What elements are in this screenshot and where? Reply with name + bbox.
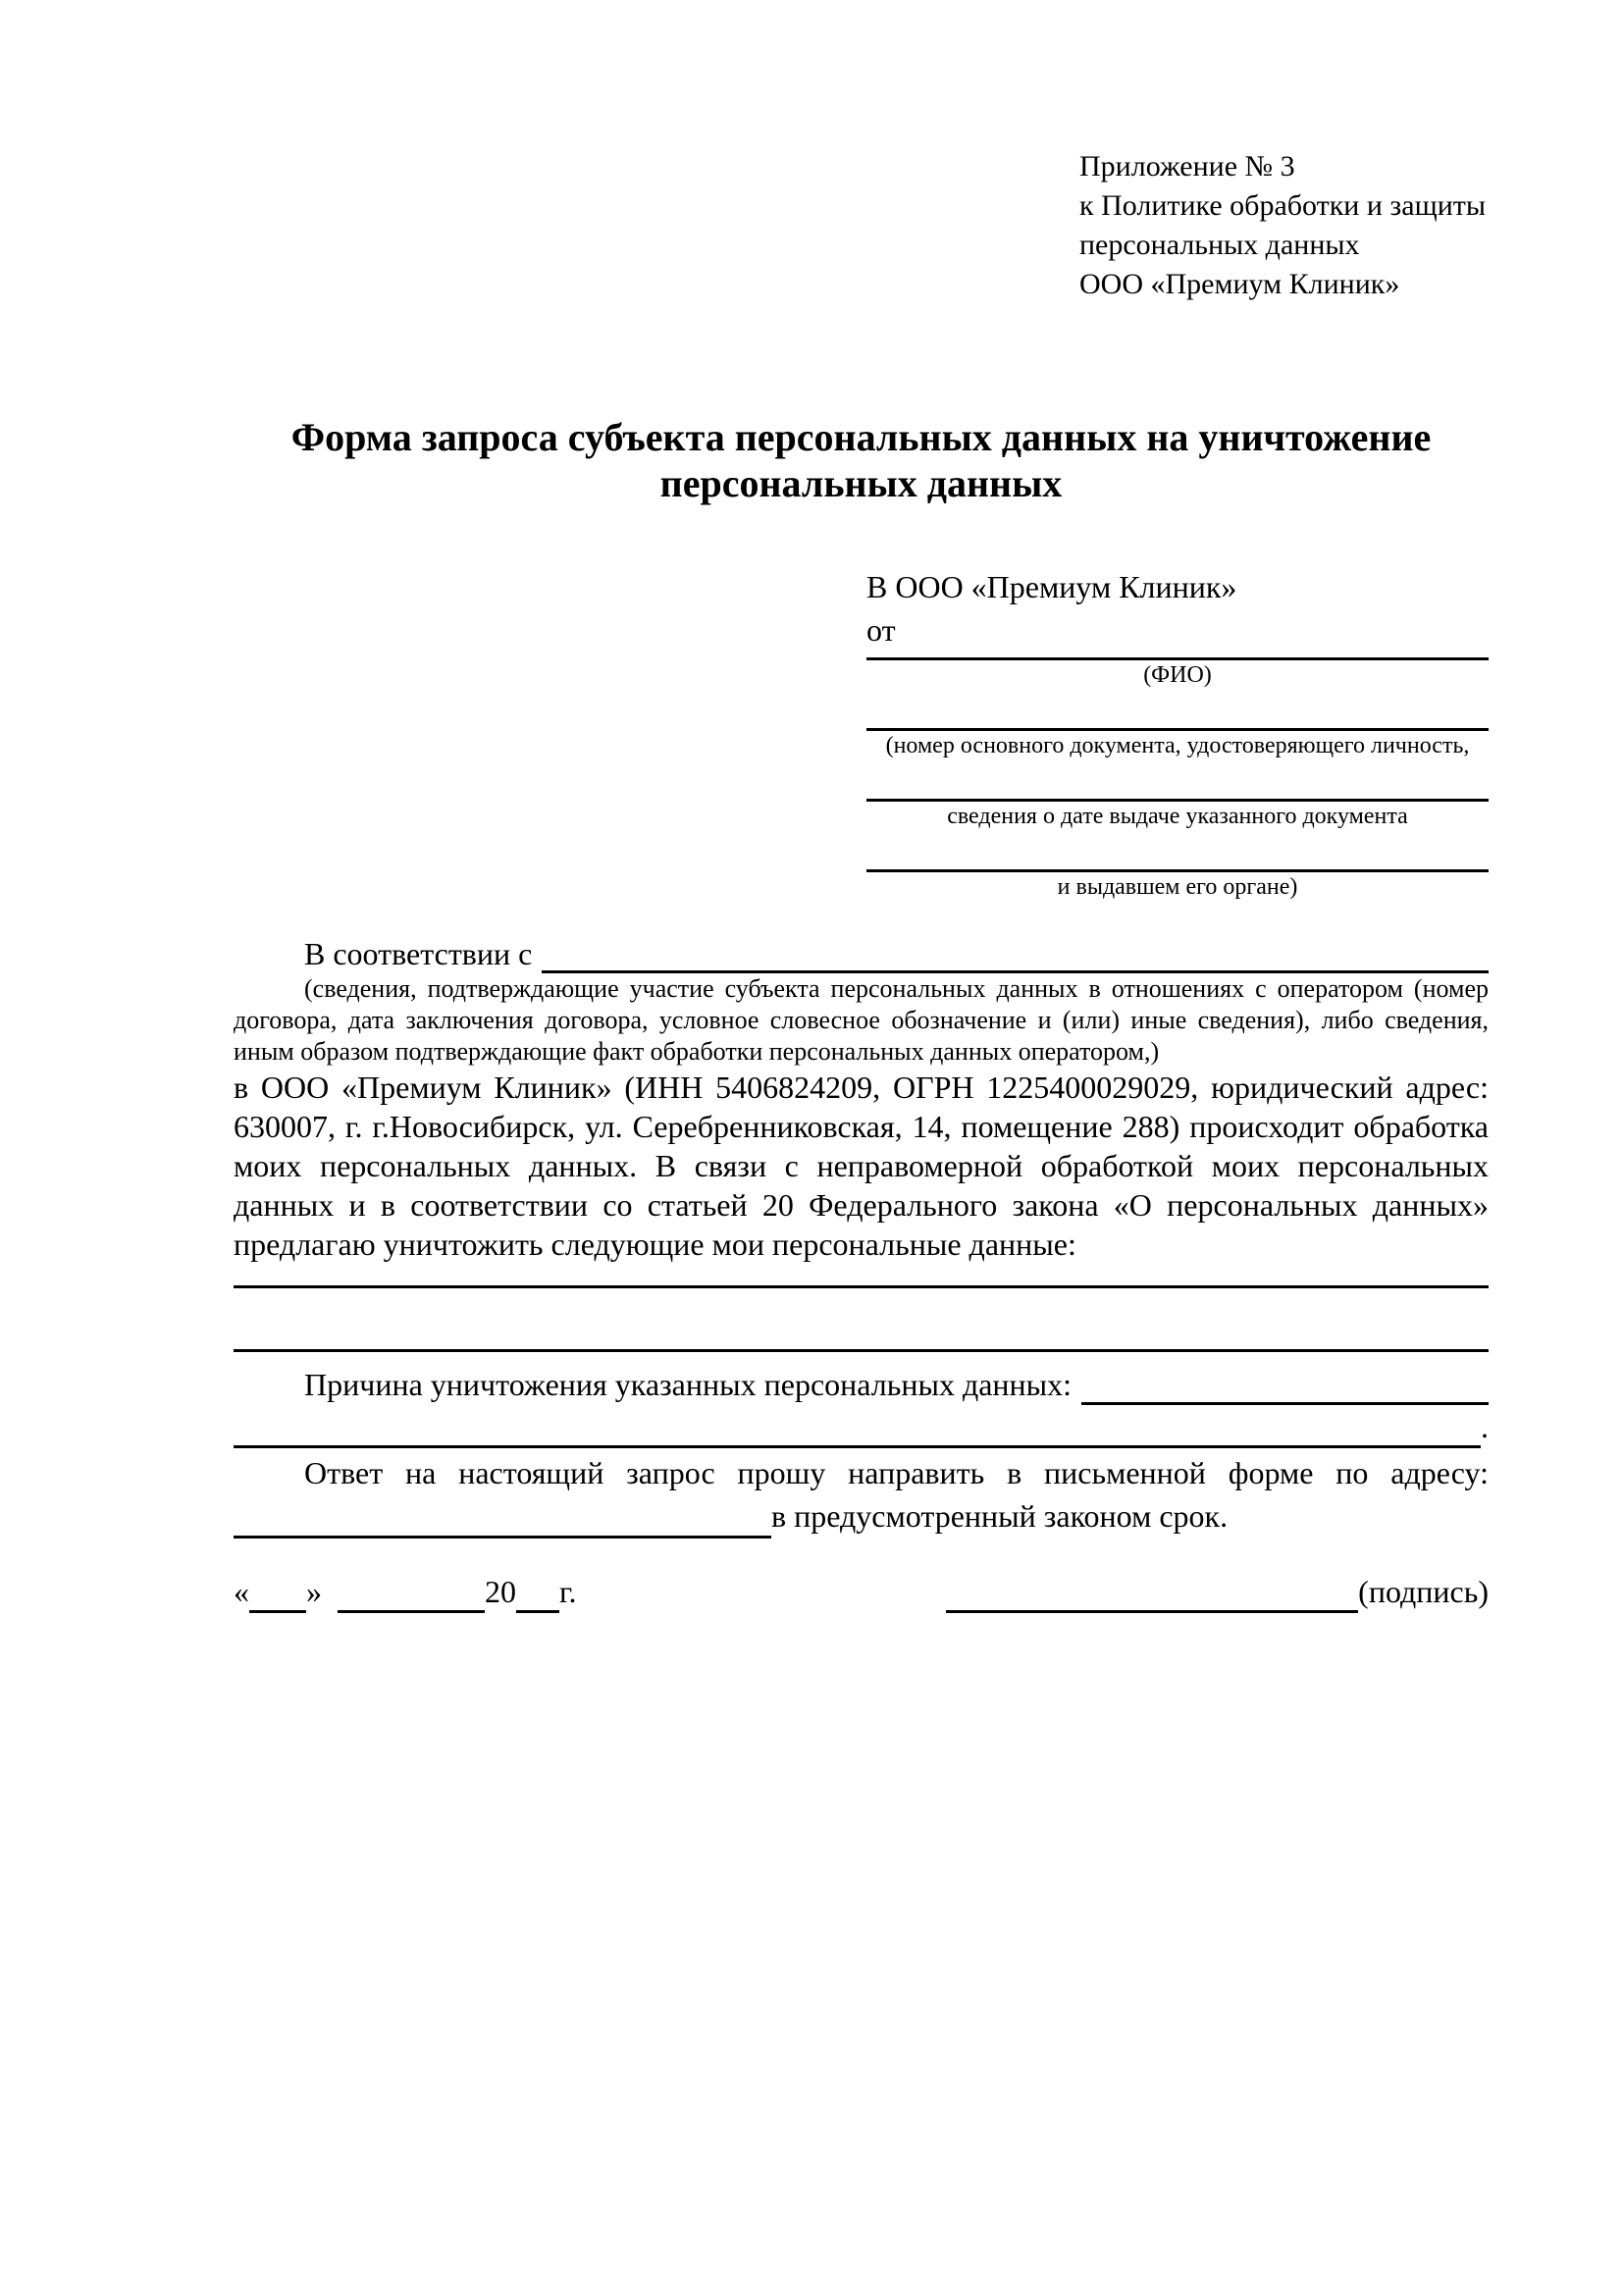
date-quote-open: « [234,1574,249,1609]
addressee-to: В ООО «Премиум Клиник» [866,569,1237,604]
reason-period: . [1481,1409,1489,1444]
data-to-destroy-blank-line-2 [234,1288,1489,1352]
date-group [234,1570,577,1613]
reason-label: Причина уничтожения указанных персональных данных: [304,1367,1073,1402]
term-text: в предусмотренный законом срок. [771,1498,1229,1534]
addressee-from-label: от [866,612,896,648]
date-quote-close: » [306,1574,322,1609]
day-blank-line [249,1570,306,1613]
reason-continuation-row [234,1405,1489,1448]
response-paragraph: Ответ на настоящий запрос прошу направить в письменной форме по адресу: [304,1455,1489,1490]
signature-blank-line [946,1570,1358,1613]
appendix-header [1079,147,1489,304]
issuing-authority-caption: и выдавшем его органе) [1057,874,1298,900]
document-number-blank-line [866,691,1489,731]
term-row [234,1493,1489,1539]
reason-row [234,1364,1489,1405]
according-row [234,934,1489,973]
fio-blank-line [866,652,1489,660]
reason-blank-line-2 [234,1405,1481,1448]
date-signature-row [234,1570,1489,1613]
signature-group [946,1570,1489,1613]
year-suffix: г. [559,1574,577,1609]
data-to-destroy-blank-line-1 [234,1264,1489,1288]
document-number-caption: (номер основного документа, удостоверяющего личность, [885,733,1470,758]
addressee-block [866,565,1489,903]
appendix-line: к Политике обработки и защиты [1079,189,1487,222]
according-blank-line [542,934,1489,973]
reason-blank-line [1081,1364,1489,1405]
page-title-line1: Форма запроса субъекта персональных данных на уничтожение [290,415,1432,459]
issue-date-blank-line [866,761,1489,802]
issue-date-caption: сведения о дате выдаче указанного документа [947,804,1408,829]
appendix-line: персональных данных [1079,229,1360,261]
issuing-authority-blank-line [866,832,1489,872]
address-blank-line [234,1493,771,1539]
appendix-line: ООО «Премиум Клиник» [1079,268,1400,300]
signature-caption: (подпись) [1358,1574,1489,1609]
year-blank-line [516,1570,559,1613]
appendix-line: Приложение № 3 [1079,150,1295,183]
page-title-line2: персональных данных [659,461,1063,505]
page-title [234,414,1489,506]
year-prefix: 20 [485,1574,516,1609]
month-blank-line [338,1570,485,1613]
fio-caption: (ФИО) [1143,662,1212,688]
main-paragraph: в ООО «Премиум Клиник» (ИНН 5406824209, ОГРН 1225400029029, юридический адрес: 630007, г. г.Новосибирск, ул. Серебренниковская, 14, помещение 288) происходит обработка моих персональных данных. В связи с неправомерной обработкой моих персональных данных и в соответствии со статьей 20 Федерального закона «О персональных данных» предлагаю уничтожить следующие мои персональные данные: [234,1070,1489,1262]
according-note: (сведения, подтверждающие участие субъекта персональных данных в отношениях с оператором (номер договора, дата заключения договора, условное словесное обозначение и (или) иные сведения), либо сведения, иным образом подтверждающие факт обработки персональных данных оператором,) [234,974,1489,1066]
according-label: В соответствии с [304,936,533,971]
